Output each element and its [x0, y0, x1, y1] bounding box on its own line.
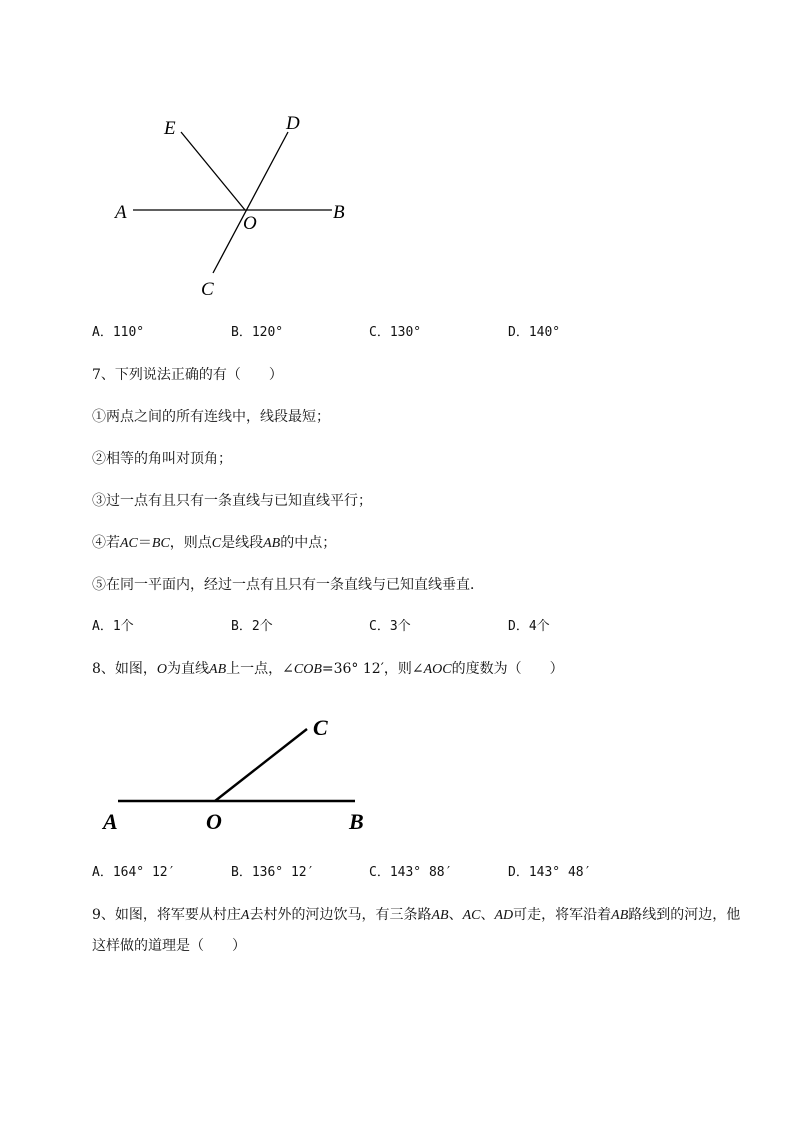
q8-t1: 为直线 [167, 661, 210, 677]
label-a-q8: A [103, 809, 118, 834]
s4-c: C [211, 536, 222, 551]
q6-option-a: A．110° [92, 325, 145, 340]
q7-statement-3: ③过一点有且只有一条直线与已知直线平行； [92, 493, 372, 509]
q8-t3: =36° 12′，则∠ [321, 661, 424, 677]
q9-stem [92, 900, 742, 961]
s4-eq: ＝ [137, 535, 152, 551]
figure-q8 [95, 705, 385, 840]
q9-a: A [240, 908, 250, 923]
q9-t3: 路线到的河边，他这样做的道理是（ ） [92, 907, 741, 954]
q8-ab: AB [209, 662, 227, 677]
q6-option-b: B．120° [231, 325, 284, 340]
label-o: O [243, 213, 257, 234]
q9-ab: AB [431, 908, 449, 923]
q7-statement-5: ⑤在同一平面内，经过一点有且只有一条直线与已知直线垂直． [92, 577, 484, 593]
label-b-q8: B [349, 809, 364, 834]
s4-bc: BC [151, 536, 170, 551]
q9-t2: 可走，将军沿着 [513, 907, 612, 923]
ray-oc-q8 [215, 729, 307, 801]
s4-post: 的中点； [280, 535, 337, 551]
line-cd [213, 132, 288, 273]
q6-option-d: D．140° [508, 325, 561, 340]
q7-option-d: D．4个 [508, 619, 550, 634]
q7-stem: 7、下列说法正确的有（ ） [92, 367, 283, 383]
q7-option-c: C．3个 [369, 619, 411, 634]
q8-option-d: D．143° 48′ [508, 865, 592, 880]
q8-t4: 的度数为（ ） [451, 661, 564, 677]
q8-option-a: A．164° 12′ [92, 865, 176, 880]
q9-ad: AD [494, 908, 514, 923]
s4-ac: AC [120, 536, 138, 551]
q9-sep1: 、 [448, 907, 463, 923]
q9-ac: AC [462, 908, 481, 923]
q8-o: O [156, 662, 168, 677]
q8-option-b: B．136° 12′ [231, 865, 315, 880]
q8-pre: 8、如图， [92, 661, 157, 677]
q8-stem [92, 659, 564, 680]
q9-pre: 9、如图，将军要从村庄 [92, 907, 241, 923]
label-c-q8: C [313, 715, 328, 740]
q7-statement-4 [92, 533, 336, 554]
s4-pre: ④若 [92, 535, 120, 551]
q7-statement-2: ②相等的角叫对顶角； [92, 451, 232, 467]
figure-q6 [100, 105, 370, 305]
q8-t2: 上一点，∠ [226, 661, 294, 677]
q9-t1: 去村外的河边饮马，有三条路 [249, 907, 432, 923]
s4-mid2: 是线段 [221, 535, 264, 551]
label-d: D [286, 113, 300, 134]
label-e: E [164, 118, 176, 139]
ray-oe [181, 132, 245, 210]
s4-ab: AB [263, 536, 281, 551]
label-o-q8: O [206, 809, 222, 834]
q9-ab2: AB [611, 908, 629, 923]
q8-aoc: AOC [423, 662, 452, 677]
q7-option-a: A．1个 [92, 619, 134, 634]
q8-cob: COB [293, 662, 322, 677]
q9-sep2: 、 [480, 907, 495, 923]
label-a: A [115, 202, 127, 223]
q7-option-b: B．2个 [231, 619, 273, 634]
s4-mid: ，则点 [169, 535, 212, 551]
q8-option-c: C．143° 88′ [369, 865, 453, 880]
q6-option-c: C．130° [369, 325, 422, 340]
label-c: C [201, 279, 214, 300]
label-b: B [333, 202, 345, 223]
q7-statement-1: ①两点之间的所有连线中，线段最短； [92, 409, 330, 425]
